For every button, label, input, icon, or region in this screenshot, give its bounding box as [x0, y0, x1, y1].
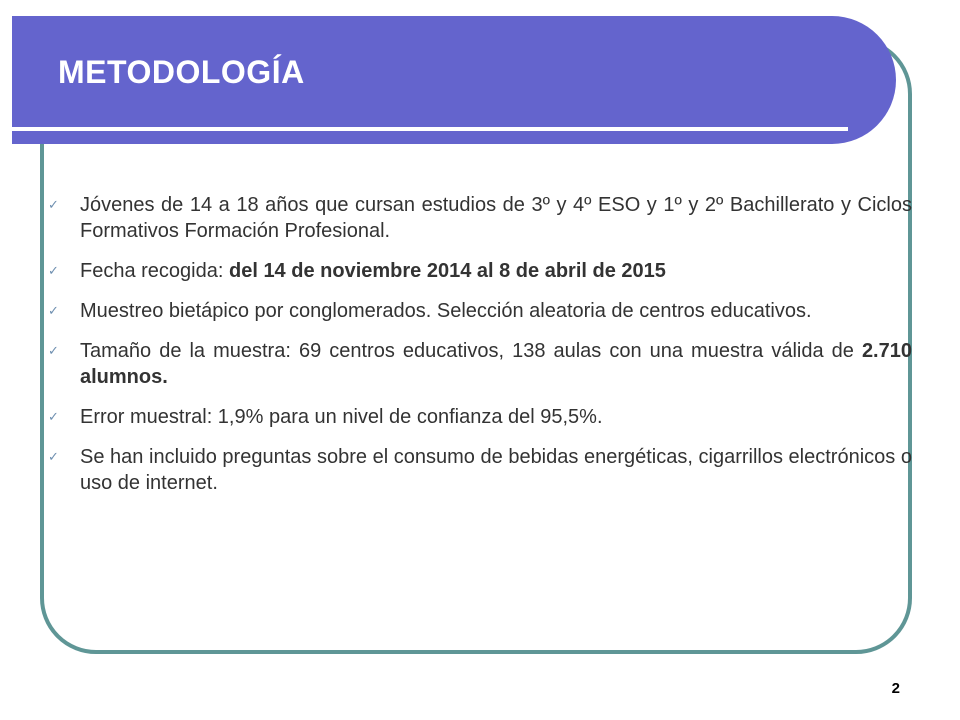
- bullet-text: Error muestral: 1,9% para un nivel de confianza del 95,5%.: [80, 406, 603, 428]
- bullet-text: Se han incluido preguntas sobre el consumo de bebidas energéticas, cigarrillos electrónicos o uso de internet.: [80, 446, 912, 494]
- bullet-sample-size: [44, 338, 912, 390]
- bullet-text: Fecha recogida:: [80, 260, 229, 282]
- bullet-text: Tamaño de la muestra: 69 centros educativos, 138 aulas con una muestra válida de: [80, 340, 862, 362]
- bullet-text: Jóvenes de 14 a 18 años que cursan estudios de 3º y 4º ESO y 1º y 2º Bachillerato y Ciclos Formativos Formación Profesional.: [80, 194, 912, 242]
- bullet-collection-date: [44, 258, 912, 284]
- methodology-list: [44, 192, 912, 510]
- bullet-bold-text: del 14 de noviembre 2014 al 8 de abril de 2015: [228, 260, 666, 282]
- bullet-sampling-error: [44, 404, 912, 430]
- bullet-text: Muestreo bietápico por conglomerados. Selección aleatoria de centros educativos.: [80, 300, 812, 322]
- bullet-sampling-method: [44, 298, 912, 324]
- check-icon: ✓: [48, 303, 59, 318]
- page-number: 2: [891, 680, 900, 697]
- check-icon: ✓: [48, 449, 59, 464]
- bullet-target-population: [44, 192, 912, 244]
- title-underline: [12, 127, 848, 131]
- check-icon: ✓: [48, 343, 59, 358]
- bullet-new-questions: [44, 444, 912, 496]
- check-icon: ✓: [48, 409, 59, 424]
- bullet-bold-text: 2.710 alumnos.: [80, 340, 912, 388]
- slide-title: METODOLOGÍA: [58, 54, 305, 90]
- check-icon: ✓: [48, 197, 59, 212]
- check-icon: ✓: [48, 263, 59, 278]
